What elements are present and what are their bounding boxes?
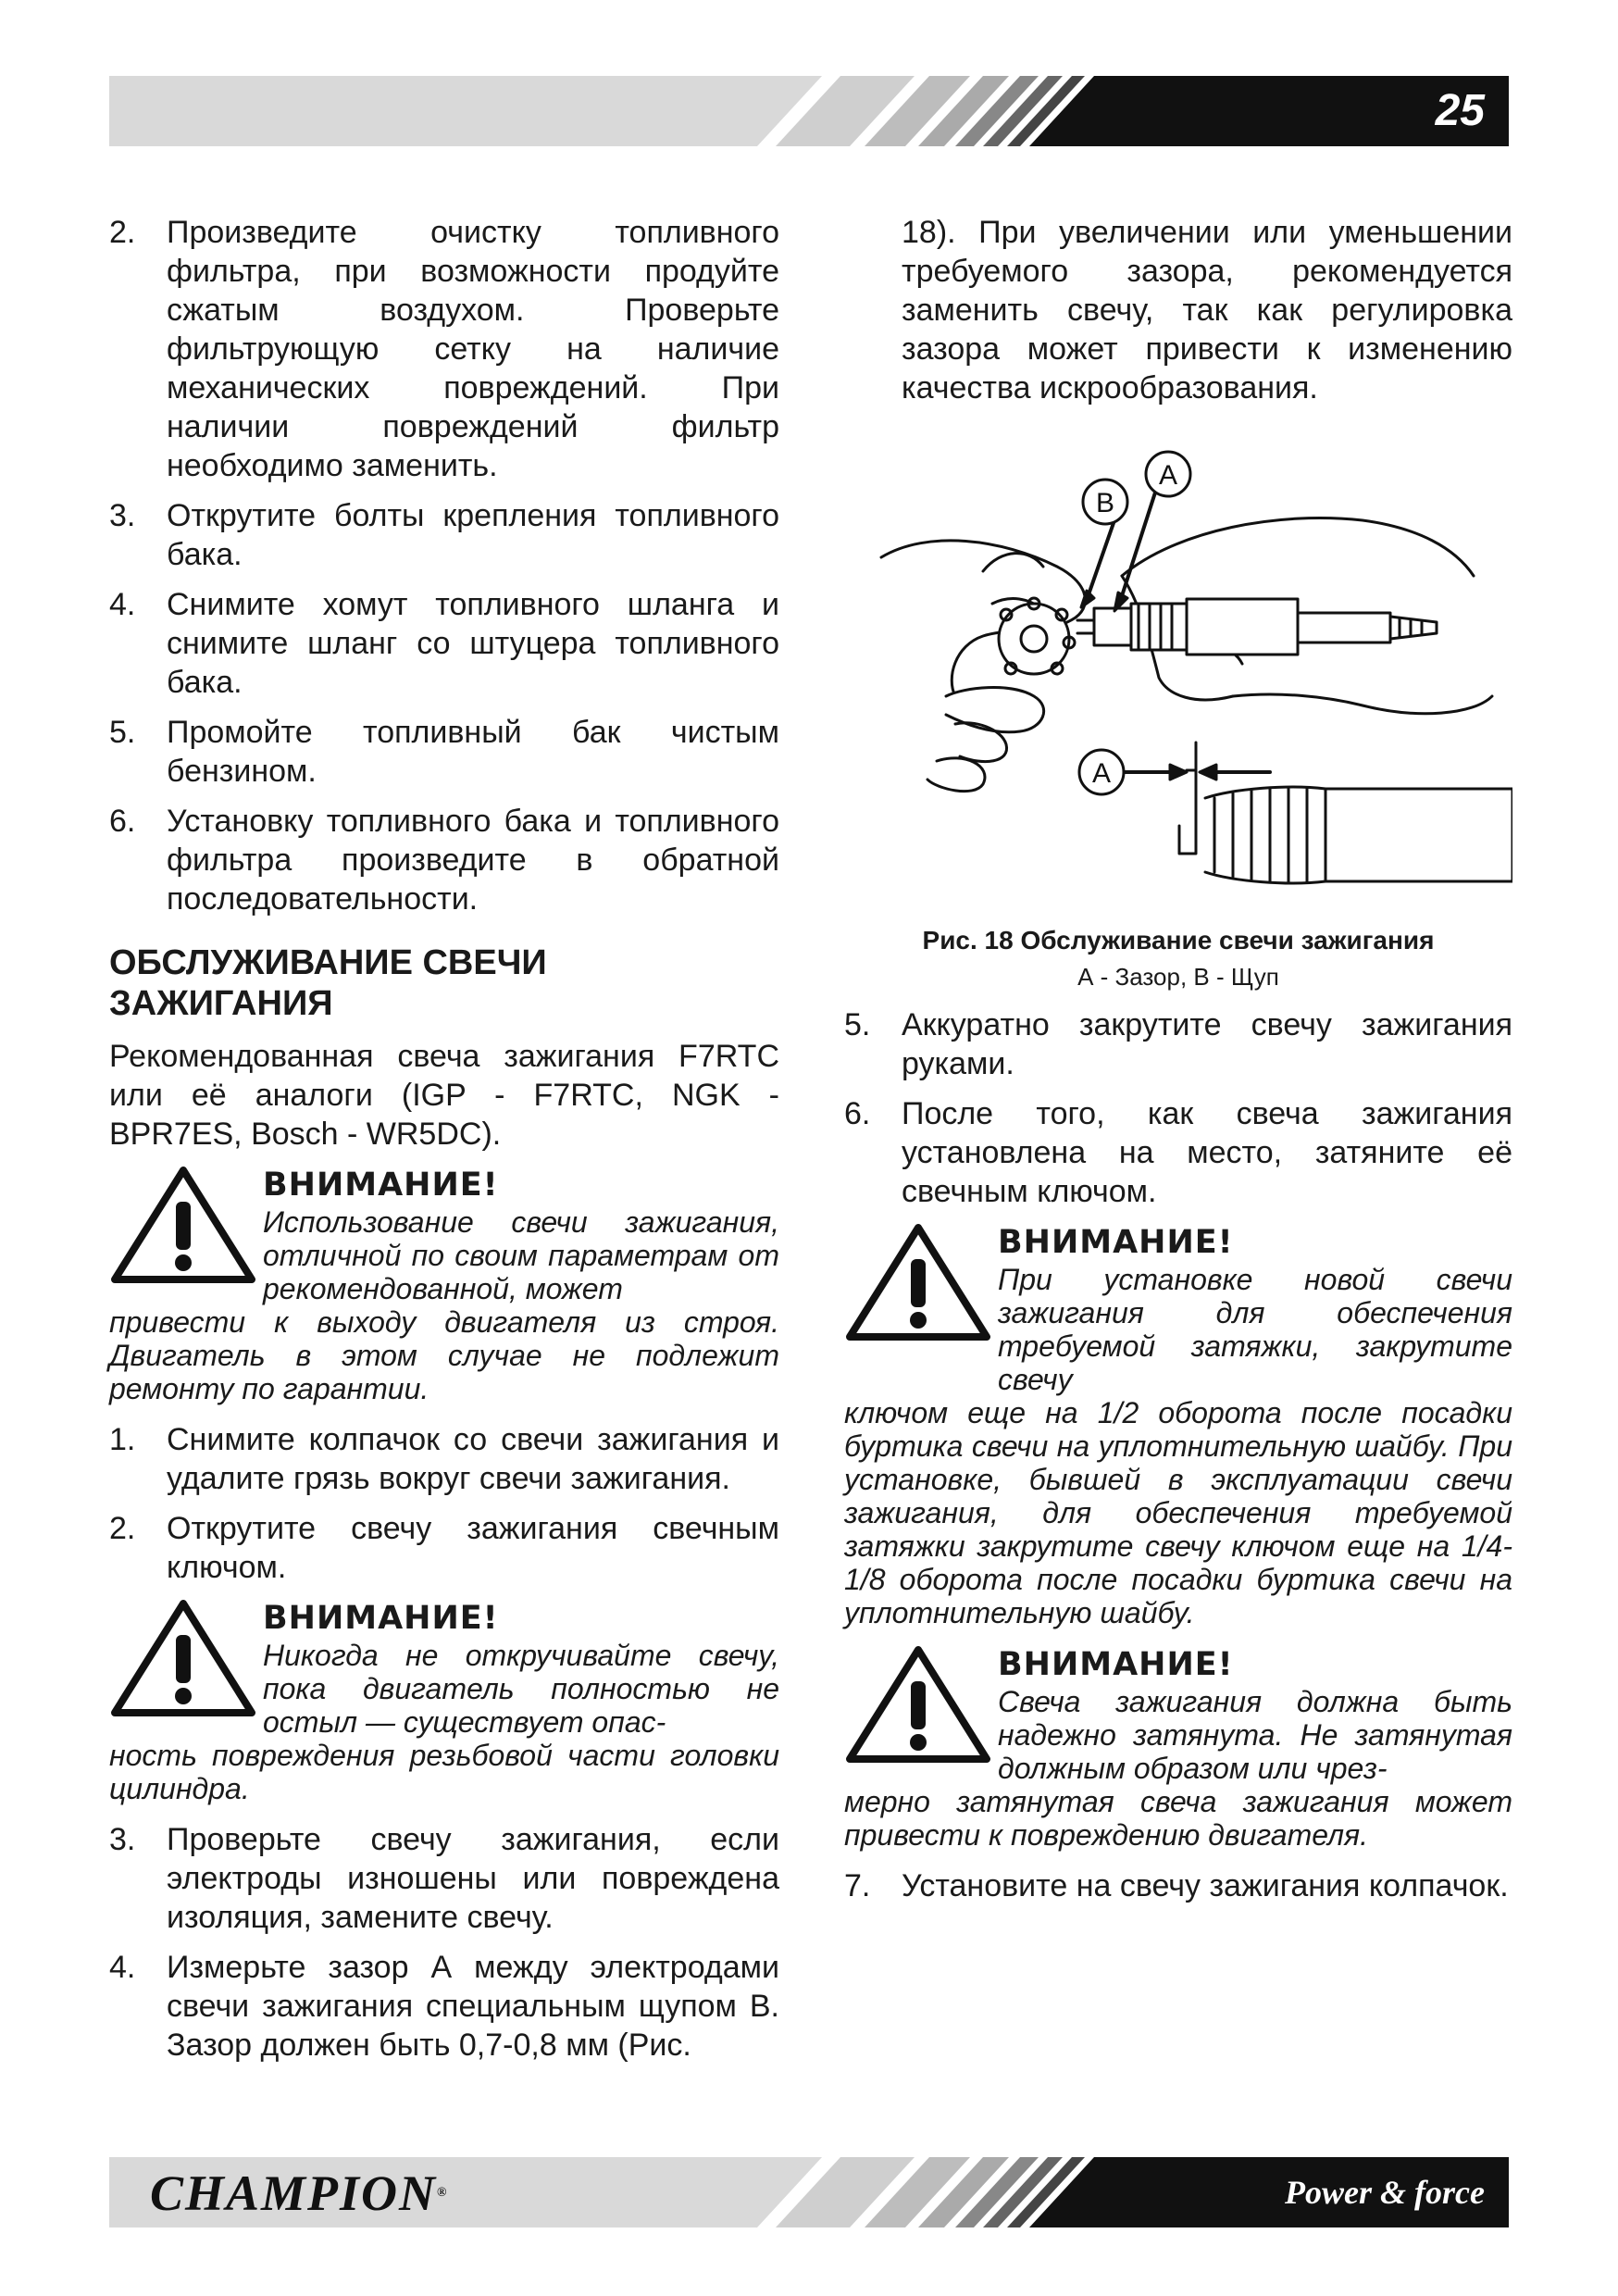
label-a-top: A [1158,460,1178,491]
warning-triangle-icon [109,1165,263,1305]
warning-text-continued: ключом еще на 1/2 оборота после посадки буртика свечи на уплотнительную шайбу. При установке, бывшей в эксплуатации свечи зажигания, для обеспечения требуемой затяжки закрутите свечу ключом еще на 1/4-1/8 оборота после посадки буртика свечи на уплотнительную шайбу. [844,1396,1512,1629]
section-title: ОБСЛУЖИВАНИЕ СВЕЧИ ЗАЖИГАНИЯ [109,943,547,1023]
warning-text-continued: мерно затянутая свеча зажигания может привести к повреждению двигателя. [844,1785,1512,1852]
label-b: B [1095,488,1115,518]
brand-slogan: Power & force [1285,2174,1485,2211]
left-column [109,213,779,2076]
spark-plug-illustration [844,418,1512,918]
list-item: 6. После того, как свеча зажигания установлена на место, затяните её свечным ключом. [844,1096,1512,1209]
warning-block-4 [844,1644,1512,1852]
list-item: 5. Промойте топливный бак чистым бензином. [109,715,779,789]
list-a [109,213,779,918]
warning-text-continued: привести к выходу двигателя из строя. Двигатель в этом случае не подлежит ремонту по гарантии. [109,1305,779,1405]
list-item: 2. Открутите свечу зажигания свечным ключом. [109,1511,779,1585]
header-bar [109,76,1509,146]
warning-block-2 [109,1598,779,1805]
warning-triangle-icon [844,1222,998,1396]
warning-title: ВНИМАНИЕ! [998,1224,1234,1261]
list-item: 6. Установку топливного бака и топливного фильтра произведите в обратной последовательности. [109,804,779,917]
list-item: 3. Открутите болты крепления топливного бака. [109,498,779,572]
warning-triangle-icon [109,1598,263,1739]
warning-title: ВНИМАНИЕ! [263,1167,499,1204]
label-a-bottom: A [1091,758,1112,789]
list-c [109,1820,779,2065]
list-item: 4. Снимите хомут топливного шланга и снимите шланг со штуцера топливного бака. [109,587,779,700]
figure-spark-plug [844,418,1512,918]
list-b [109,1420,779,1587]
intro-paragraph: Рекомендованная свеча зажигания F7RTC или её аналоги (IGP - F7RTC, NGK - BPR7ES, Bosch - WR5DC). [109,1039,779,1152]
list-item: 7. Установите на свечу зажигания колпачок. [844,1868,1509,1903]
footer-bar [109,2157,1509,2227]
brand-logo: CHAMPION® [150,2165,449,2221]
warning-text-continued: ность повреждения резьбовой части головки цилиндра. [109,1739,779,1805]
warning-triangle-icon [844,1644,998,1785]
list-d [844,1005,1512,1211]
figure-legend: А - Зазор, В - Щуп [1077,963,1279,991]
continuation-paragraph: 18). При увеличении или уменьшении требуемого зазора, рекомендуется заменить свечу, так как регулировка зазора может привести к изменению качества искрообразования. [902,215,1512,406]
warning-text: При установке новой свечи зажигания для обеспечения требуемой затяжки, закрутите свечу [998,1263,1512,1396]
list-item: 1. Снимите колпачок со свечи зажигания и удалите грязь вокруг свечи зажигания. [109,1422,779,1496]
warning-block-3 [844,1222,1512,1629]
warning-title: ВНИМАНИЕ! [998,1646,1234,1683]
list-item: 4. Измерьте зазор А между электродами свечи зажигания специальным щупом В. Зазор должен быть 0,7-0,8 мм (Рис. [109,1950,779,2063]
right-column [844,213,1512,1916]
warning-text: Никогда не откручивайте свечу, пока двигатель полностью не остыл — существует опас- [263,1639,779,1739]
header-stripes [109,76,1509,146]
list-item: 3. Проверьте свечу зажигания, если электроды изношены или повреждена изоляция, замените свечу. [109,1822,779,1935]
warning-block-1 [109,1165,779,1405]
figure-caption: Рис. 18 Обслуживание свечи зажигания [922,926,1435,955]
list-e [844,1866,1512,1905]
warning-text: Использование свечи зажигания, отличной по своим параметрам от рекомендованной, может [263,1205,779,1305]
warning-title: ВНИМАНИЕ! [263,1600,499,1637]
page-number: 25 [1435,86,1485,135]
list-item: 5. Аккуратно закрутите свечу зажигания руками. [844,1007,1512,1081]
warning-text: Свеча зажигания должна быть надежно затянута. Не затянутая должным образом или чрез- [998,1685,1512,1785]
list-item: 2. Произведите очистку топливного фильтра, при возможности продуйте сжатым воздухом. Проверьте фильтрующую сетку на наличие механических повреждений. При наличии повреждений фильтр необходимо заменить. [109,215,779,483]
